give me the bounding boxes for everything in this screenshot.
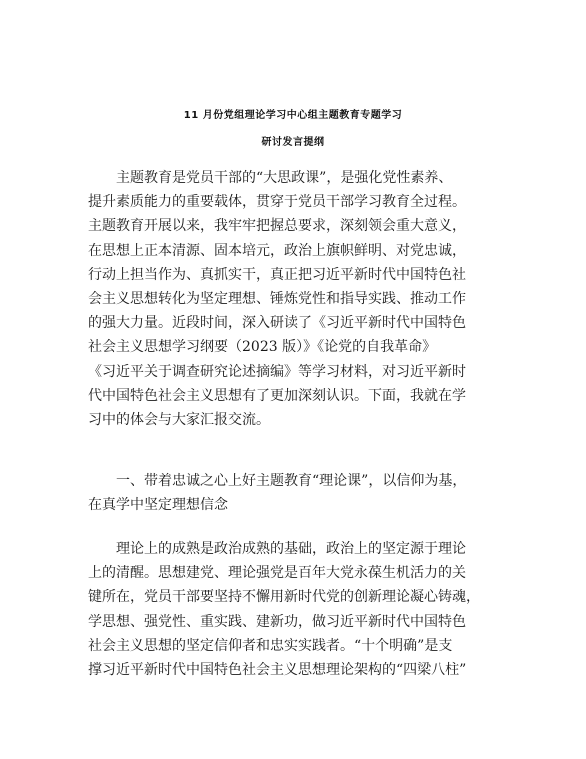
text-line: 社会主义思想的坚定信仰者和忠实实践者。“十个明确”是支 bbox=[88, 637, 453, 654]
text-line: 主题教育开展以来，我牢牢把握总要求，深刻领会重大意义， bbox=[88, 218, 466, 235]
text-line: 行动上担当作为、真抓实干，真正把习近平新时代中国特色社 bbox=[88, 266, 466, 283]
document-title-line-1: 11 月份党组理论学习中心组主题教育专题学习 bbox=[183, 110, 403, 121]
text-line: 撑习近平新时代中国特色社会主义思想理论架构的“四梁八柱” bbox=[88, 661, 467, 678]
text-line: 会主义思想转化为坚定理想、锤炼党性和指导实践、推动工作 bbox=[88, 290, 466, 307]
text-line: 主题教育是党员干部的“大思政课”，是强化党性素养、 bbox=[88, 170, 453, 186]
text-line: 在思想上正本清源、固本培元，政治上旗帜鲜明、对党忠诚， bbox=[88, 242, 466, 259]
text-line: 习中的体会与大家汇报交流。 bbox=[88, 411, 270, 428]
text-line: 一、带着忠诚之心上好主题教育“理论课”，以信仰为基， bbox=[88, 473, 467, 489]
text-line: 上的清醒。思想建党、理论强党是百年大党永葆生机活力的关 bbox=[88, 565, 466, 582]
text-line: 理论上的成熟是政治成熟的基础，政治上的坚定源于理论 bbox=[88, 541, 466, 557]
text-line: 提升素质能力的重要载体，贯穿于党员干部学习教育全过程。 bbox=[88, 194, 466, 211]
text-line: 代中国特色社会主义思想有了更加深刻认识。下面，我就在学 bbox=[88, 387, 466, 404]
text-line: 在真学中坚定理想信念 bbox=[88, 497, 228, 514]
paragraph-section-1 bbox=[88, 537, 510, 682]
text-line: 键所在，党员干部要坚持不懈用新时代党的创新理论凝心铸魂， bbox=[88, 589, 480, 606]
text-line: 学思想、强党性、重实践、建新功，做习近平新时代中国特色 bbox=[88, 613, 466, 630]
text-line: 《习近平关于调查研究论述摘编》等学习材料，对习近平新时 bbox=[88, 363, 466, 380]
text-line: 社会主义思想学习纲要（2023 版）》《论党的自我革命》 bbox=[88, 339, 437, 356]
section-heading-1 bbox=[88, 469, 510, 517]
paragraph-intro bbox=[88, 166, 510, 432]
document-title-line-2: 研讨发言提纲 bbox=[261, 137, 325, 148]
text-line: 的强大力量。近段时间，深入研读了《习近平新时代中国特色 bbox=[88, 315, 466, 332]
